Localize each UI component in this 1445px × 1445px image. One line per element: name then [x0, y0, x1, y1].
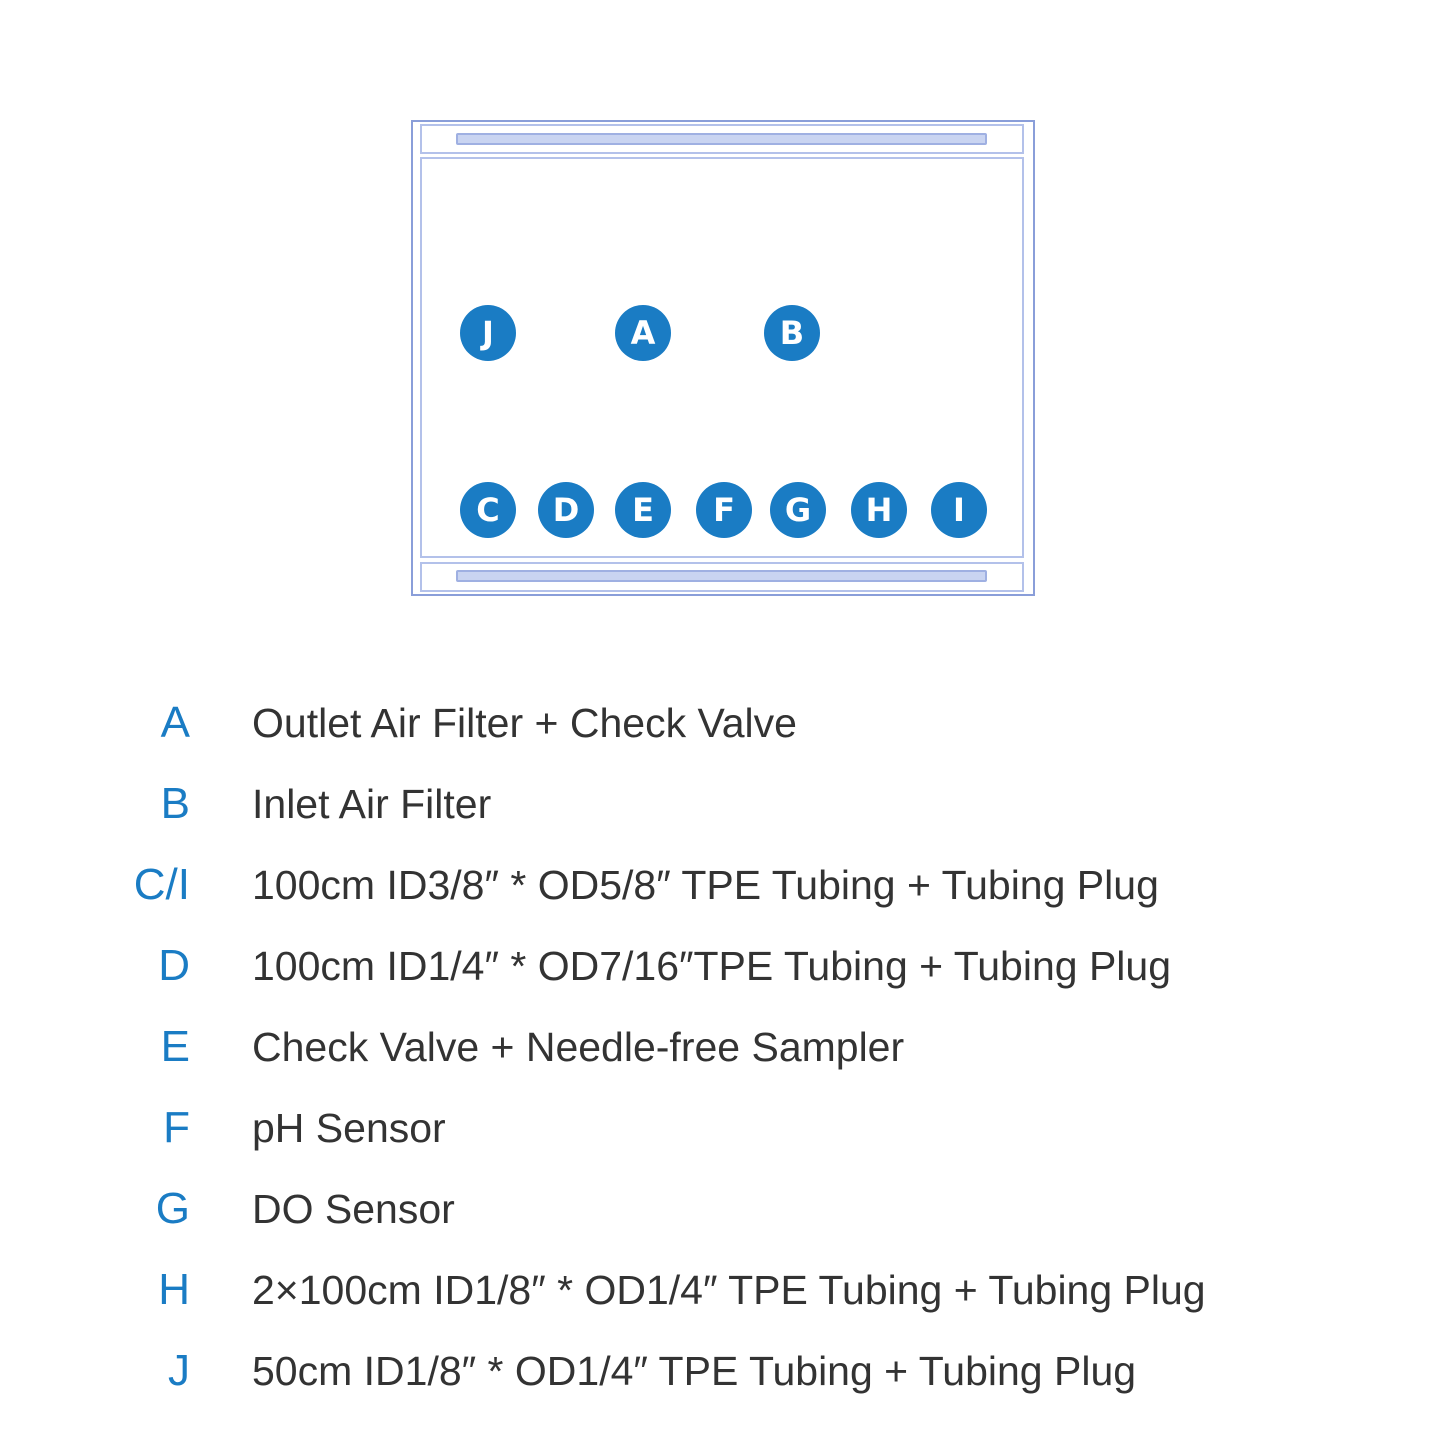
legend-key: A: [160, 698, 190, 747]
port-j-marker: J: [460, 305, 516, 361]
legend-key: E: [160, 1022, 190, 1071]
port-f-marker: F: [696, 482, 752, 538]
legend-item-j: [0, 1336, 1445, 1406]
port-d-marker: D: [538, 482, 594, 538]
legend-item-e: [0, 1012, 1445, 1082]
legend-description: pH Sensor: [252, 1105, 446, 1151]
legend-key: C/I: [133, 860, 190, 909]
legend-description: 2×100cm ID1/8″ * OD1/4″ TPE Tubing + Tubing Plug: [252, 1267, 1206, 1313]
legend-key: J: [168, 1346, 190, 1395]
port-b-marker: B: [764, 305, 820, 361]
legend-item-h: [0, 1255, 1445, 1325]
legend-item-b: [0, 769, 1445, 839]
legend-description: 100cm ID1/4″ * OD7/16″TPE Tubing + Tubing Plug: [252, 943, 1172, 989]
legend-item-a: [0, 688, 1445, 758]
port-i-marker: I: [931, 482, 987, 538]
legend-key: B: [160, 779, 190, 828]
legend-key: F: [163, 1103, 190, 1152]
port-g-marker: G: [770, 482, 826, 538]
legend-description: Inlet Air Filter: [252, 781, 492, 827]
bottom-hanging-slot: [456, 570, 987, 582]
legend-description: Outlet Air Filter + Check Valve: [252, 700, 797, 746]
top-hanging-slot: [456, 133, 987, 145]
legend-description: Check Valve + Needle-free Sampler: [252, 1024, 905, 1070]
legend-item-c-i: [0, 850, 1445, 920]
port-h-marker: H: [851, 482, 907, 538]
legend-item-g: [0, 1174, 1445, 1244]
port-e-marker: E: [615, 482, 671, 538]
port-c-marker: C: [460, 482, 516, 538]
legend-description: DO Sensor: [252, 1186, 455, 1232]
legend-item-d: [0, 931, 1445, 1001]
legend-description: 100cm ID3/8″ * OD5/8″ TPE Tubing + Tubing Plug: [252, 862, 1159, 908]
legend-item-f: [0, 1093, 1445, 1163]
legend-description: 50cm ID1/8″ * OD1/4″ TPE Tubing + Tubing Plug: [252, 1348, 1137, 1394]
legend-key: D: [158, 941, 190, 990]
legend-key: G: [155, 1184, 190, 1233]
port-a-marker: A: [615, 305, 671, 361]
legend-key: H: [158, 1265, 190, 1314]
